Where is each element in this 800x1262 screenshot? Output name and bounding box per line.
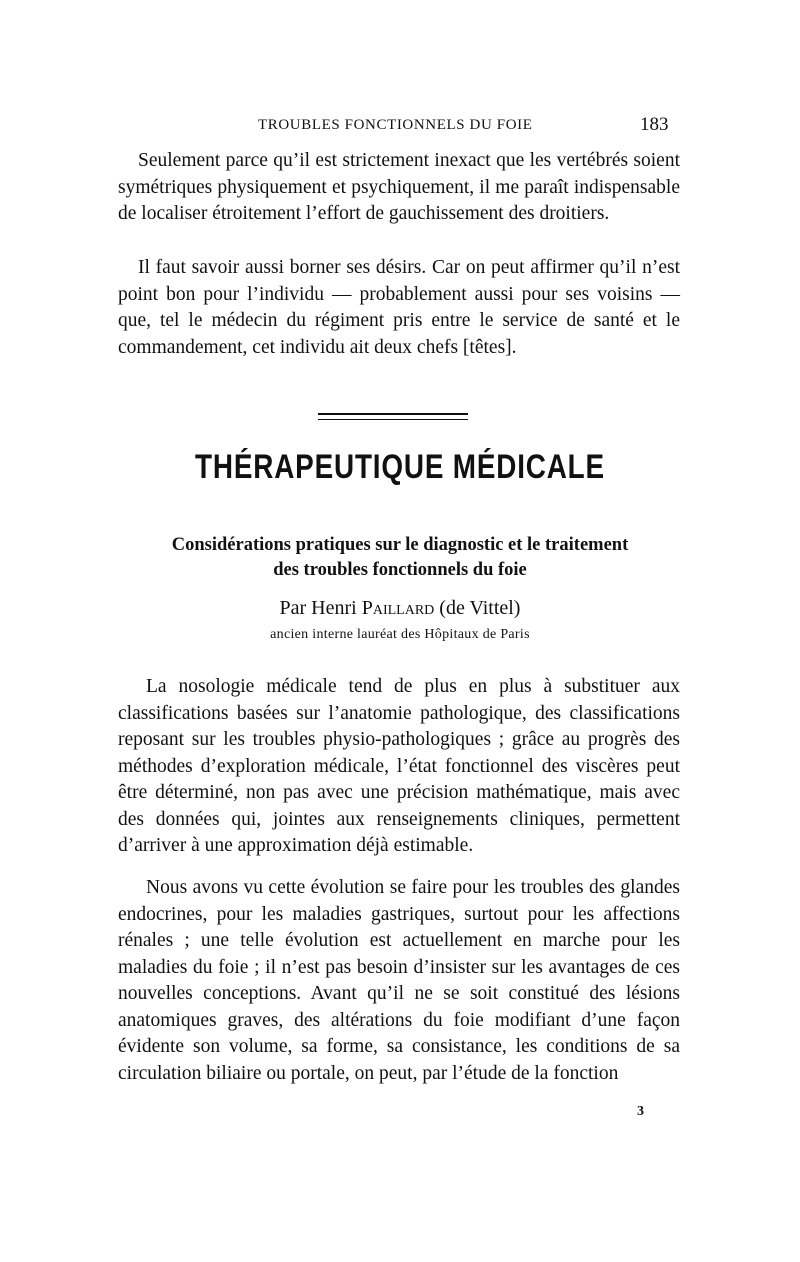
running-header-title: TROUBLES FONCTIONNELS DU FOIE [258, 117, 533, 133]
article-title-line-1: Considérations pratiques sur le diagnostic et le traitement [171, 535, 629, 555]
byline-prefix: Par Henri [279, 597, 357, 619]
paragraph-3: La nosologie médicale tend de plus en plus à substituer aux classifications basées sur l’anatomie pathologique, des classifications reposant sur les troubles physio-pathologiques ; grâce au progrès des méthodes d’exploration médicale, l’état fonctionnel des viscères peut être déterminé, non pas avec une précision mathématique, mais avec des données qui, jointes aux renseignements cliniques, permettent d’arriver à une approximation déjà estimable. [118, 676, 680, 856]
paragraph-4: Nous avons vu cette évolution se faire pour les troubles des glandes endocrines, pour les maladies gastriques, surtout pour les affections rénales ; une telle évolution est actuellement en marche pour les maladies du foie ; il n’est pas besoin d’insister sur les avantages de ces nouvelles conceptions. Avant qu’il ne se soit constitué des lésions anatomiques graves, des altérations du foie modifiant d’une façon évidente son volume, sa forme, sa consistance, les conditions de sa circulation biliaire ou portale, on peut, par l’étude de la fonction [118, 877, 680, 1084]
byline-suffix: (de Vittel) [439, 597, 521, 619]
section-divider-thick [318, 413, 468, 415]
author-affiliation: ancien interne lauréat des Hôpitaux de Paris [270, 627, 530, 642]
paragraph-2: Il faut savoir aussi borner ses désirs. Car on peut affirmer qu’il n’est point bon pour l’individu — probablement aussi pour ses voisins — que, tel le médecin du régiment pris entre le service de santé et le commandement, cet individu ait deux chefs [têtes]. [118, 257, 680, 358]
signature-mark: 3 [637, 1104, 644, 1119]
byline [100, 597, 700, 620]
article-title-line-2: des troubles fonctionnels du foie [273, 560, 527, 580]
page-number: 183 [640, 114, 669, 135]
section-divider-thin [318, 419, 468, 420]
author-surname: Paillard [361, 597, 435, 619]
paragraph-1: Seulement parce qu’il est strictement inexact que les vertébrés soient symétriques physiquement et psychiquement, il me paraît indispensable de localiser étroitement l’effort de gauchissement des droitiers. [118, 150, 680, 224]
section-heading: THÉRAPEUTIQUE MÉDICALE [195, 448, 605, 486]
